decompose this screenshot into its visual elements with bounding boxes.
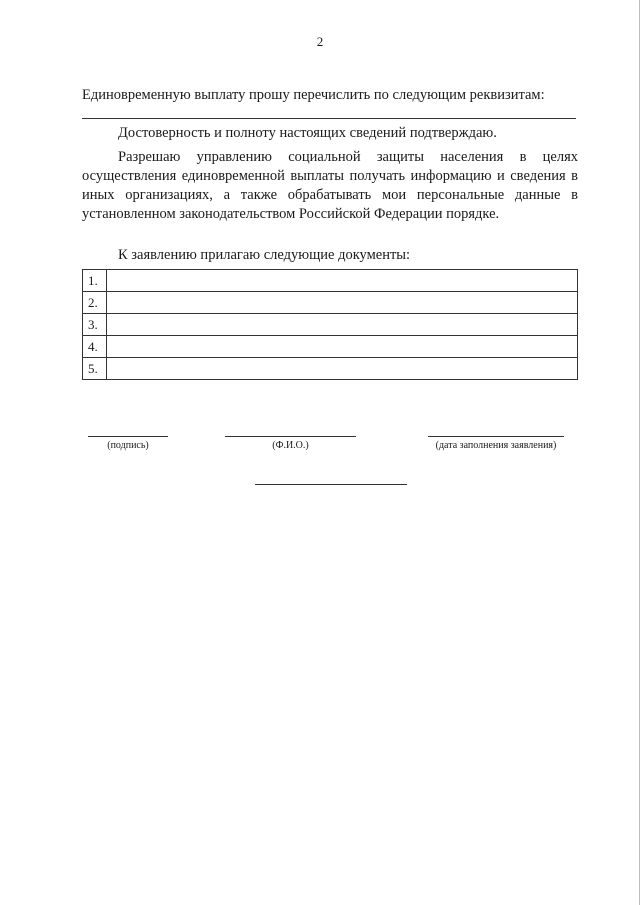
consent-paragraph: Разрешаю управлению социальной защиты населения в целях осуществления единовременной выплаты получать информацию и сведения в иных организациях, а также обрабатывать мои персональные данные в установленном законодательством Российской Федерации порядке. — [82, 149, 578, 222]
payment-request-text: Единовременную выплату прошу перечислить по следующим реквизитам: — [82, 87, 545, 103]
document-cell[interactable] — [107, 292, 578, 314]
confirmation-text: Достоверность и полноту настоящих сведений подтверждаю. — [118, 125, 497, 141]
table-row — [83, 358, 578, 380]
full-name-line[interactable] — [225, 436, 356, 437]
date-label: (дата заполнения заявления) — [435, 440, 557, 451]
document-cell[interactable] — [107, 336, 578, 358]
full-name-label: (Ф.И.О.) — [272, 440, 309, 451]
document-cell[interactable] — [107, 314, 578, 336]
document-cell[interactable] — [107, 358, 578, 380]
attachments-table — [82, 269, 578, 380]
row-number: 5. — [83, 358, 107, 380]
table-row — [83, 314, 578, 336]
table-row — [83, 336, 578, 358]
row-number: 3. — [83, 314, 107, 336]
row-number: 4. — [83, 336, 107, 358]
table-row — [83, 292, 578, 314]
document-cell[interactable] — [107, 270, 578, 292]
page-number: 2 — [316, 34, 324, 49]
attachments-intro: К заявлению прилагаю следующие документы: — [118, 247, 411, 263]
row-number: 2. — [83, 292, 107, 314]
signature-line[interactable] — [88, 436, 168, 437]
date-line[interactable] — [428, 436, 564, 437]
signature-label: (подпись) — [107, 440, 149, 451]
table-row — [83, 270, 578, 292]
bank-details-line[interactable] — [82, 118, 576, 119]
bottom-line — [255, 484, 407, 485]
row-number: 1. — [83, 270, 107, 292]
